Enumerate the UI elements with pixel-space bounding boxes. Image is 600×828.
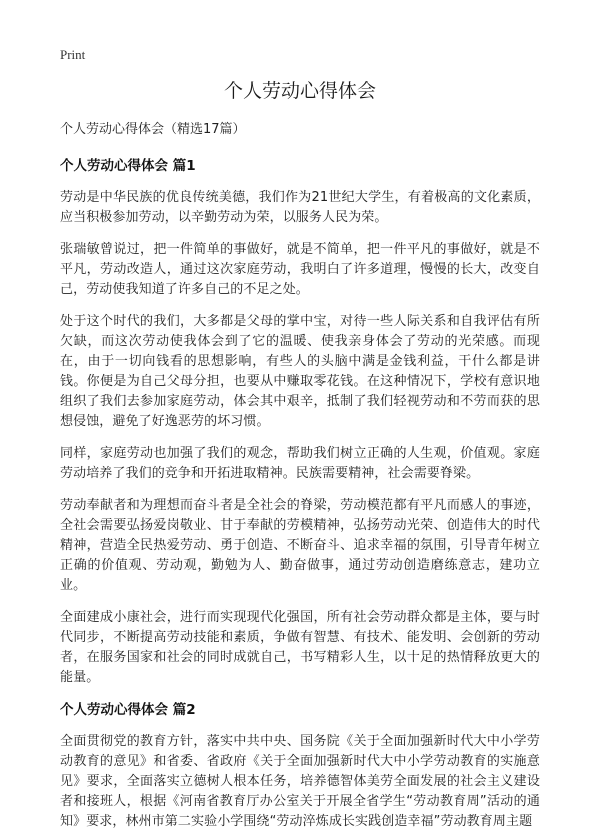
paragraph: 劳动是中华民族的优良传统美德，我们作为21世纪大学生，有着极高的文化素质，应当积极参加劳动，以辛勤劳动为荣，以服务人民为荣。 <box>60 190 540 225</box>
section-heading: 个人劳动心得体会 篇1 <box>60 158 196 174</box>
section-heading: 个人劳动心得体会 篇2 <box>60 702 196 718</box>
paragraph: 同样，家庭劳动也加强了我们的观念，帮助我们树立正确的人生观，价值观。家庭劳动培养了我们的竞争和开拓进取精神。民族需要精神，社会需要脊梁。 <box>60 446 540 481</box>
paragraph: 劳动奉献者和为理想而奋斗者是全社会的脊梁，劳动模范都有平凡而感人的事迹，全社会需要弘扬爱岗敬业、甘于奉献的劳模精神，弘扬劳动光荣、创造伟大的时代精神，营造全民热爱劳动、勇于创造、不断奋斗、追求幸福的氛围，引导青年树立正确的价值观、劳动观，勤勉为人、勤奋做事，通过劳动创造磨练意志，建功立业。 <box>60 498 540 593</box>
paragraph: 全面建成小康社会，进行而实现现代化强国，所有社会劳动群众都是主体，要与时代同步，不断提高劳动技能和素质，争做有智慧、有技术、能发明、会创新的劳动者，在服务国家和社会的同时成就自己，书写精彩人生，以十足的热情释放更大的能量。 <box>60 610 540 685</box>
print-link[interactable]: Print <box>60 47 86 62</box>
article-section-2 <box>60 700 540 828</box>
page-title: 个人劳动心得体会 <box>223 80 376 102</box>
paragraph: 全面贯彻党的教育方针，落实中共中央、国务院《关于全面加强新时代大中小学劳动教育的意见》和省委、省政府《关于全面加强新时代大中小学劳动教育的实施意见》要求，全面落实立德树人根本任务，培养德智体美劳全面发展的社会主义建设者和接班人，根据《河南省教育厅办公室关于开展全省学生“劳动教育周”活动的通知》要求，林州市第二实验小学围绕“劳动淬炼成长实践创造幸福”劳动教育周主题 <box>60 734 540 828</box>
document-subtitle: 个人劳动心得体会（精选17篇） <box>60 122 246 137</box>
paragraph: 张瑞敏曾说过，把一件简单的事做好，就是不简单，把一件平凡的事做好，就是不平凡，劳动改造人，通过这次家庭劳动，我明白了许多道理，慢慢的长大，改变自己，劳动使我知道了许多自己的不足之处。 <box>60 242 540 297</box>
paragraph: 处于这个时代的我们，大多都是父母的掌中宝，对待一些人际关系和自我评估有所欠缺，而这次劳动使我体会到了它的温暖、使我亲身体会了劳动的光荣感。而现在，由于一切向钱看的思想影响，有些人的头脑中满是金钱利益，干什么都是讲钱。你便是为自己父母分担，也要从中赚取零花钱。在这种情况下，学校有意识地组织了我们去参加家庭劳动，体会其中艰辛，抵制了我们轻视劳动和不劳而获的思想侵蚀，避免了好逸恶劳的坏习惯。 <box>60 314 540 429</box>
article-section-1 <box>60 156 540 688</box>
